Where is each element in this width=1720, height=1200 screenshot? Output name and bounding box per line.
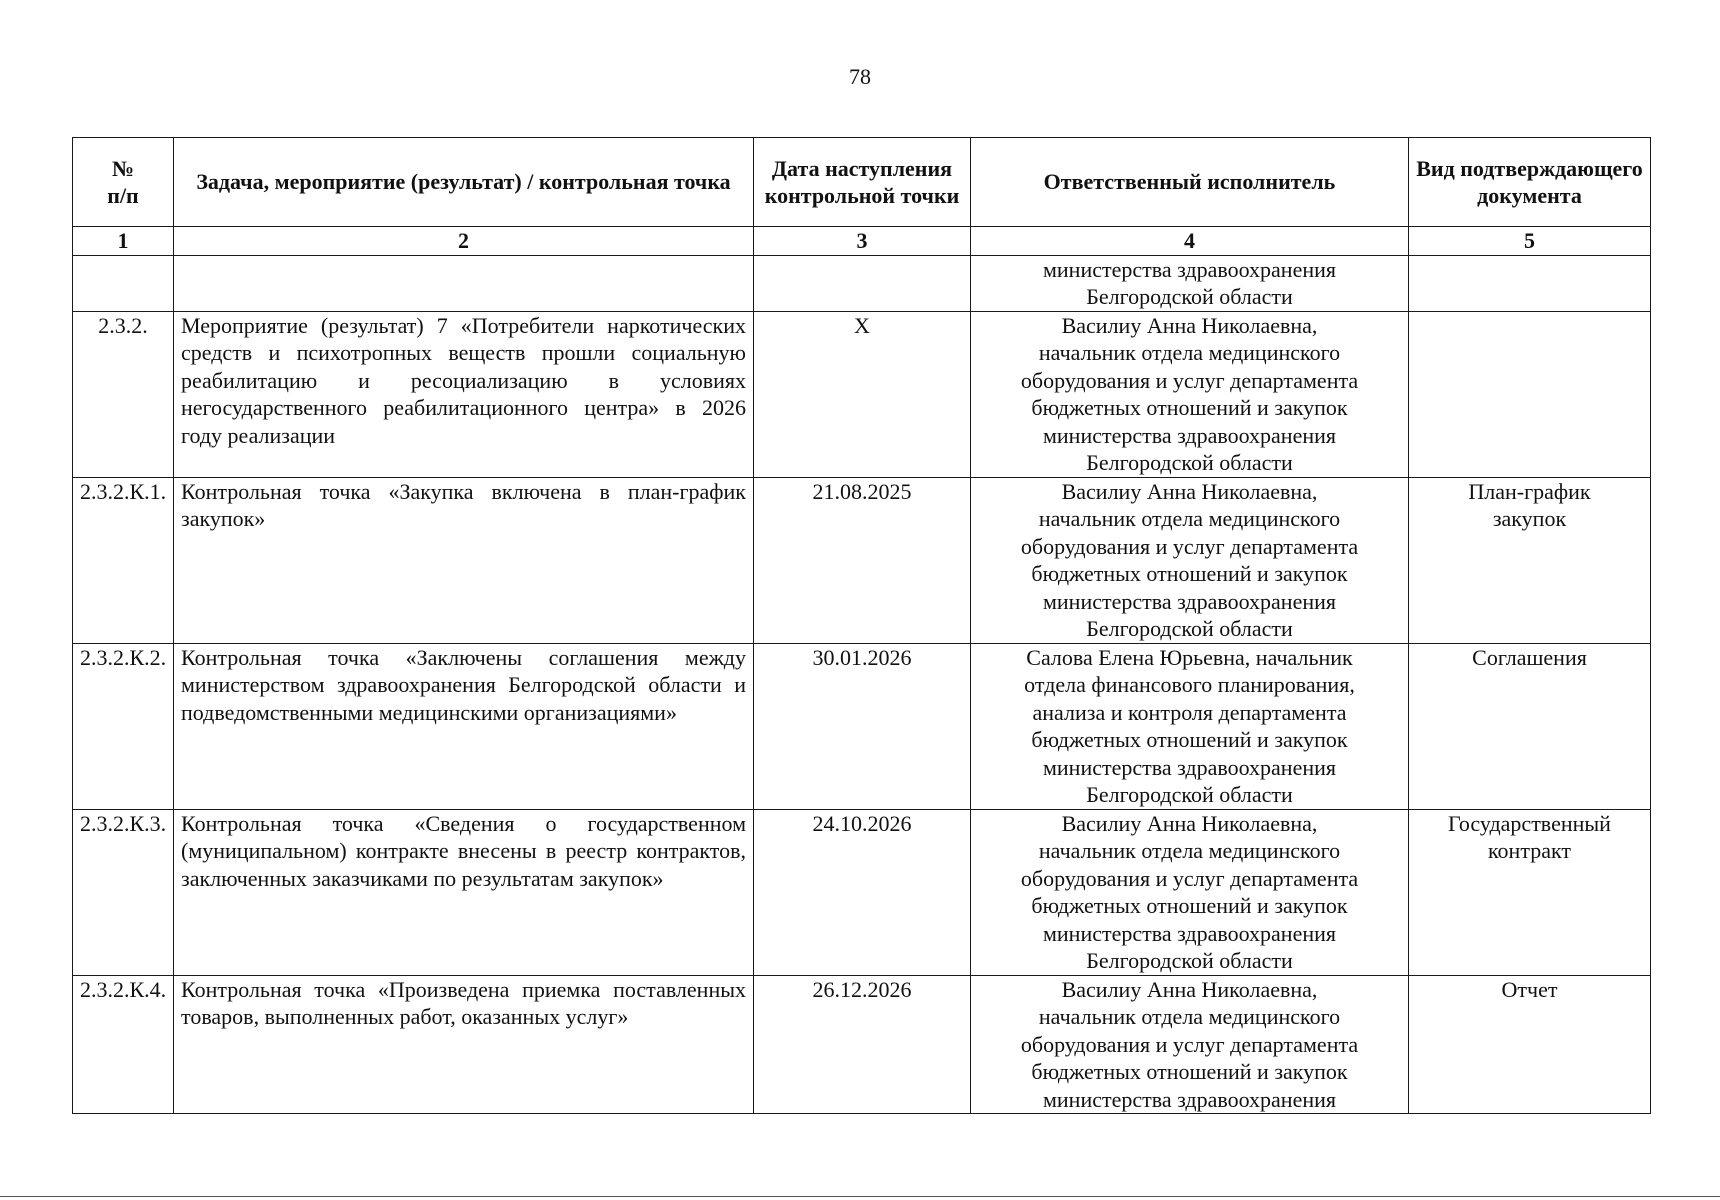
- row-date: 21.08.2025: [754, 477, 971, 643]
- header-document: Вид подтверждающего документа: [1409, 138, 1651, 227]
- row-task: Контрольная точка «Закупка включена в план-график закупок»: [174, 477, 754, 643]
- row-number: 2.3.2.К.3.: [73, 809, 174, 975]
- row-number: 2.3.2.К.4.: [73, 975, 174, 1114]
- row-task: Мероприятие (результат) 7 «Потребители наркотических средств и психотропных веществ прошли социальную реабилитацию и ресоциализацию в условиях негосударственного реабилитационного центра» в 2026 году реализации: [174, 311, 754, 477]
- column-numbers-row: [73, 227, 1651, 256]
- header-task: Задача, мероприятие (результат) / контрольная точка: [174, 138, 754, 227]
- row-number: 2.3.2.К.1.: [73, 477, 174, 643]
- row-responsible: министерства здравоохранения Белгородской области: [971, 255, 1409, 311]
- table-row: [73, 975, 1651, 1114]
- row-responsible: Василиу Анна Николаевна, начальник отдела медицинского оборудования и услуг департамента бюджетных отношений и закупок министерства здравоохранения Белгородской области: [971, 477, 1409, 643]
- row-date: 30.01.2026: [754, 643, 971, 809]
- column-number: 2: [174, 227, 754, 256]
- row-task: Контрольная точка «Произведена приемка поставленных товаров, выполненных работ, оказанных услуг»: [174, 975, 754, 1114]
- column-number: 1: [73, 227, 174, 256]
- row-document: План-график закупок: [1409, 477, 1651, 643]
- row-document: Отчет: [1409, 975, 1651, 1114]
- row-number: 2.3.2.К.2.: [73, 643, 174, 809]
- row-document: [1409, 255, 1651, 311]
- row-task: Контрольная точка «Сведения о государственном (муниципальном) контракте внесены в реестр контрактов, заключенных заказчиками по результатам закупок»: [174, 809, 754, 975]
- column-number: 3: [754, 227, 971, 256]
- row-date: [754, 255, 971, 311]
- row-task: [174, 255, 754, 311]
- column-number: 5: [1409, 227, 1651, 256]
- row-responsible: Василиу Анна Николаевна, начальник отдела медицинского оборудования и услуг департамента бюджетных отношений и закупок министерства здравоохранения: [971, 975, 1409, 1114]
- header-number: № п/п: [73, 138, 174, 227]
- row-number: [73, 255, 174, 311]
- table-row: [73, 809, 1651, 975]
- control-points-table: [72, 137, 1651, 1114]
- row-task: Контрольная точка «Заключены соглашения между министерством здравоохранения Белгородской области и подведомственными медицинскими организациями»: [174, 643, 754, 809]
- page-number: 78: [849, 64, 871, 89]
- column-number: 4: [971, 227, 1409, 256]
- table-row: [73, 643, 1651, 809]
- row-date: 24.10.2026: [754, 809, 971, 975]
- table-row: [73, 477, 1651, 643]
- row-number: 2.3.2.: [73, 311, 174, 477]
- row-date: X: [754, 311, 971, 477]
- row-document: [1409, 311, 1651, 477]
- table-row: [73, 311, 1651, 477]
- header-responsible: Ответственный исполнитель: [971, 138, 1409, 227]
- row-responsible: Василиу Анна Николаевна, начальник отдела медицинского оборудования и услуг департамента бюджетных отношений и закупок министерства здравоохранения Белгородской области: [971, 809, 1409, 975]
- row-responsible: Салова Елена Юрьевна, начальник отдела финансового планирования, анализа и контроля департамента бюджетных отношений и закупок министерства здравоохранения Белгородской области: [971, 643, 1409, 809]
- table-row: [73, 255, 1651, 311]
- page-bottom-rule: [0, 1196, 1720, 1197]
- row-date: 26.12.2026: [754, 975, 971, 1114]
- row-document: Государственный контракт: [1409, 809, 1651, 975]
- table-header-row: [73, 138, 1651, 227]
- header-date: Дата наступления контрольной точки: [754, 138, 971, 227]
- row-responsible: Василиу Анна Николаевна, начальник отдела медицинского оборудования и услуг департамента бюджетных отношений и закупок министерства здравоохранения Белгородской области: [971, 311, 1409, 477]
- row-document: Соглашения: [1409, 643, 1651, 809]
